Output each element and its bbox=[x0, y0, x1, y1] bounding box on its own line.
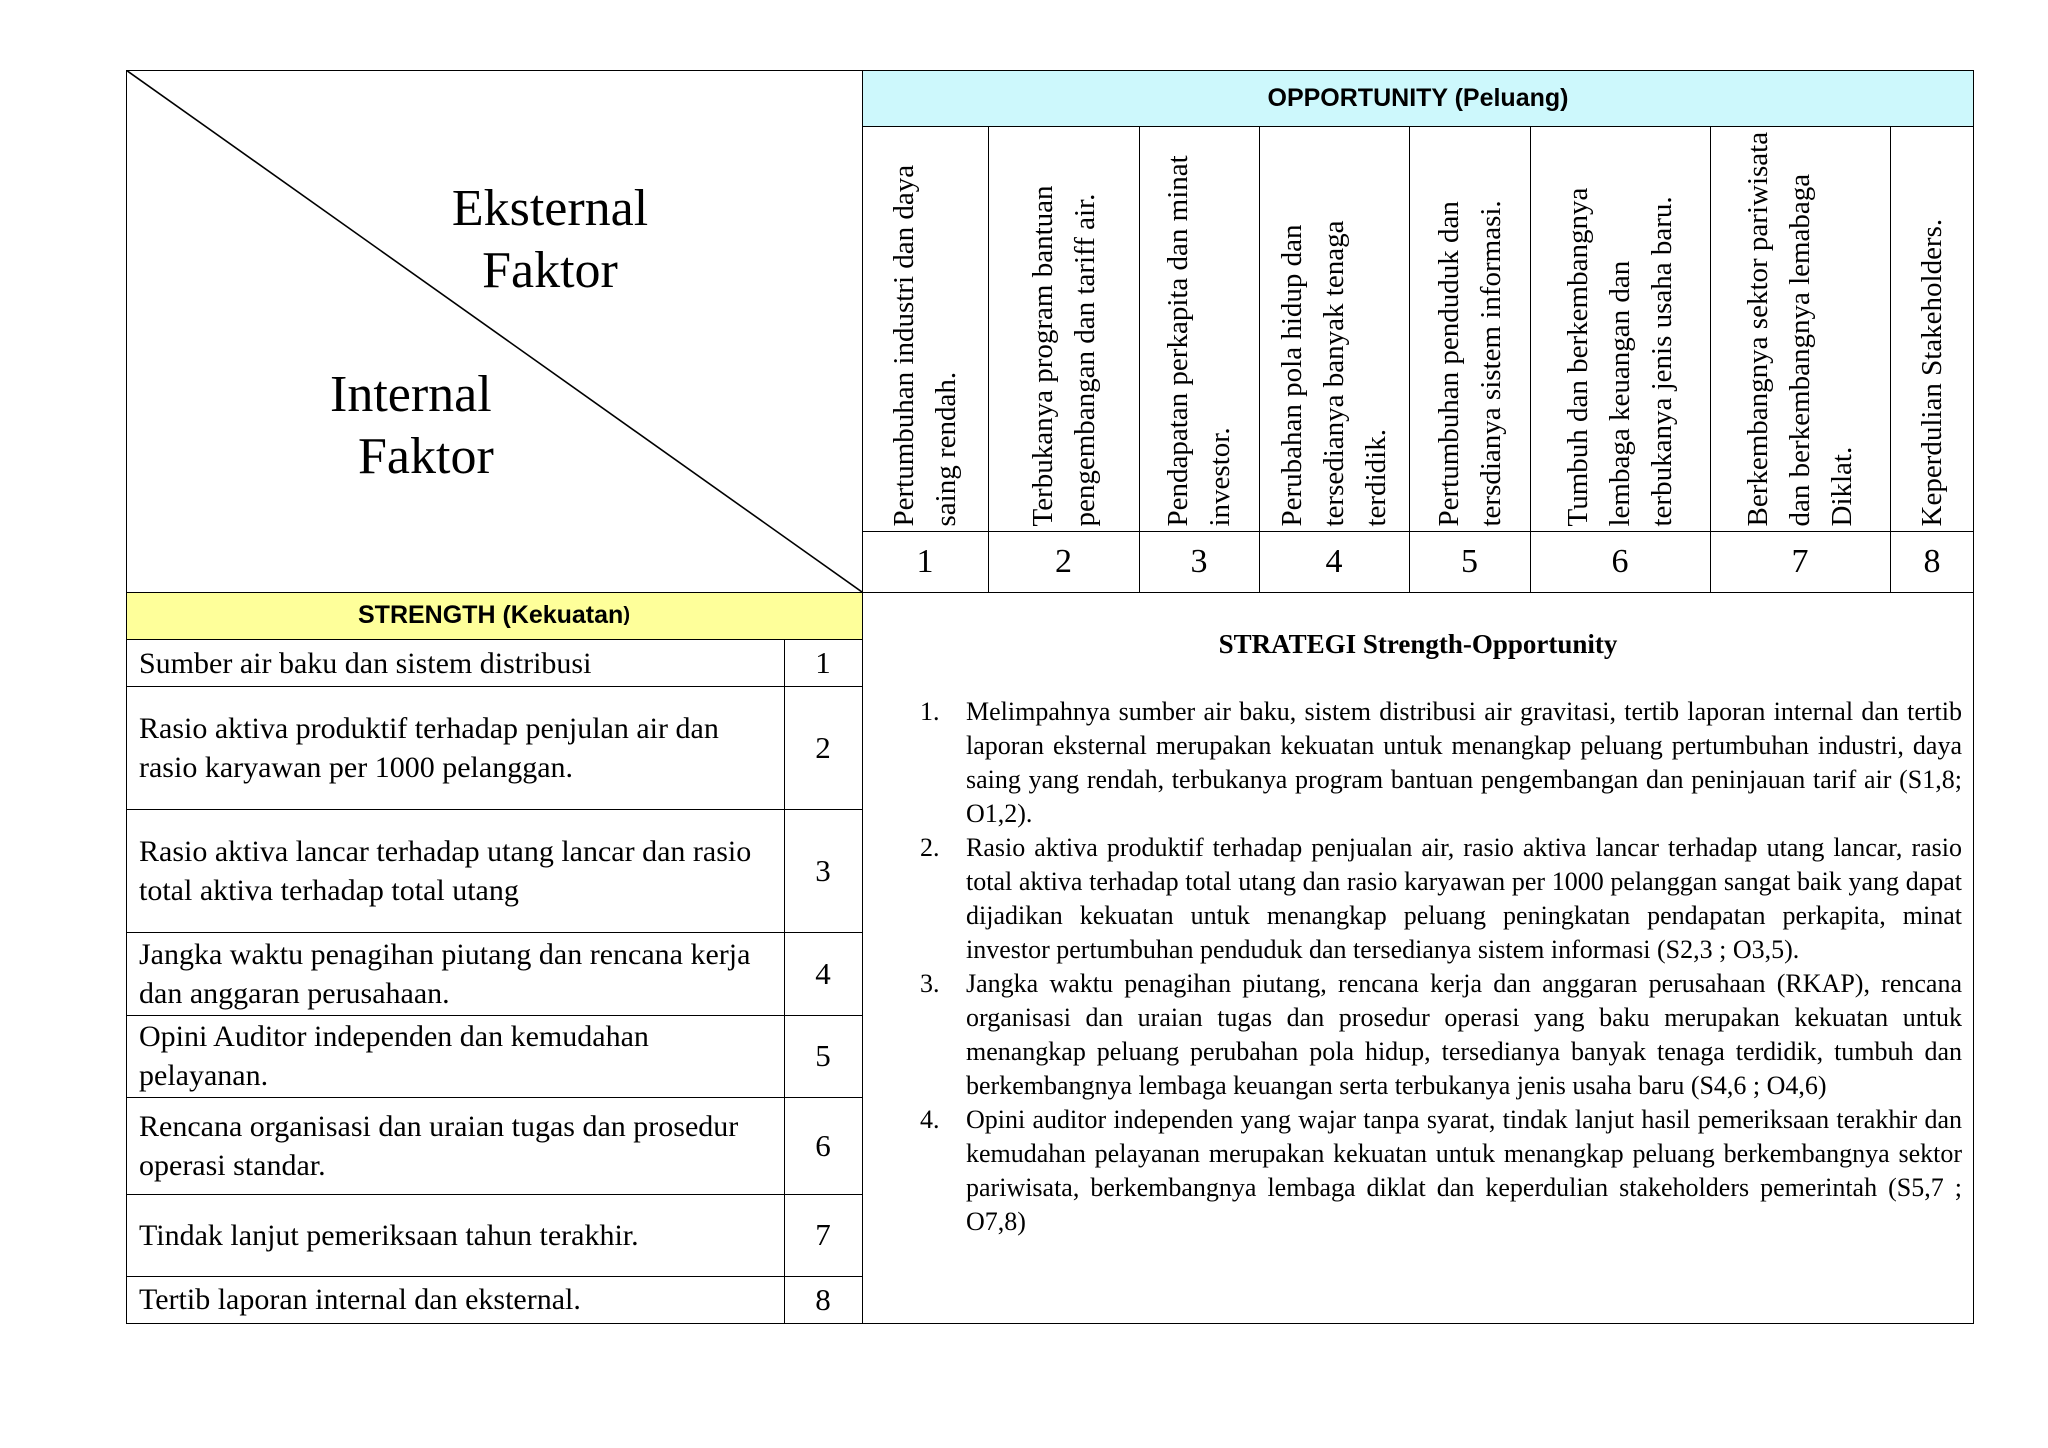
strength-item-text: Tertib laporan internal dan eksternal. bbox=[139, 1283, 581, 1316]
strength-item-text: Tindak lanjut pemeriksaan tahun terakhir. bbox=[139, 1219, 639, 1252]
strength-item-number: 6 bbox=[815, 1127, 831, 1163]
strategy-item-number: 4. bbox=[920, 1105, 940, 1134]
strength-row-line bbox=[126, 1276, 862, 1277]
strength-row-line bbox=[126, 809, 862, 810]
opportunity-item-text: Terbukanya program bantuan pengembangan dan tariff air. bbox=[1026, 185, 1101, 527]
strength-row-line bbox=[126, 1097, 862, 1098]
opportunity-number: 2 bbox=[1055, 542, 1072, 580]
strength-item-text: Rasio aktiva lancar terhadap utang lancar dan rasio total aktiva terhadap total utang bbox=[139, 835, 752, 907]
strength-row-line bbox=[126, 1194, 862, 1195]
strength-item-number: 1 bbox=[815, 644, 831, 680]
opportunity-item bbox=[1259, 127, 1409, 531]
internal-line1: Internal bbox=[330, 366, 492, 423]
opportunity-number: 6 bbox=[1611, 542, 1629, 580]
opportunity-item bbox=[862, 127, 988, 531]
strategy-title: STRATEGI Strength-Opportunity bbox=[1218, 629, 1618, 659]
opportunity-item bbox=[1710, 127, 1890, 531]
strategy-item-text: Rasio aktiva produktif terhadap penjualan air, rasio aktiva lancar terhadap utang lancar, rasio total aktiva terhadap total utang dan rasio karyawan per 1000 pelanggan sangat baik yang dapat dijadikan kekuatan untuk menangkap peluang peningkatan pendapatan perkapita, minat investor pertumbuhan penduduk dan tersedianya sistem informasi (S2,3 ; O3,5). bbox=[966, 833, 1962, 964]
strategy-item bbox=[912, 695, 1962, 831]
opportunity-number: 8 bbox=[1923, 542, 1941, 580]
eksternal-line1: Eksternal bbox=[451, 180, 649, 237]
divider-header-body bbox=[126, 592, 1974, 593]
opportunity-item-text: Pendapatan perkapita dan minat investor. bbox=[1162, 155, 1236, 527]
opportunity-number: 1 bbox=[916, 542, 934, 580]
internal-line2: Faktor bbox=[358, 428, 494, 485]
strength-item-text: Rasio aktiva produktif terhadap penjulan air dan rasio karyawan per 1000 pelanggan. bbox=[139, 712, 719, 784]
corner-diagonal bbox=[126, 70, 862, 592]
opportunity-item-text: Perubahan pola hidup dan tersedianya banyak tenaga terdidik. bbox=[1276, 220, 1392, 527]
strategy-list bbox=[912, 695, 1962, 1239]
strength-item-number: 7 bbox=[815, 1217, 831, 1252]
opportunity-number: 4 bbox=[1325, 542, 1343, 580]
strategy-item bbox=[912, 831, 1962, 967]
strength-item-number: 5 bbox=[815, 1038, 831, 1073]
opportunity-number: 3 bbox=[1190, 542, 1208, 580]
opportunity-title: OPPORTUNITY (Peluang) bbox=[1267, 84, 1569, 112]
opportunity-item-text: Tumbuh dan berkembangnya lembaga keuangan dan terbukanya jenis usaha baru. bbox=[1562, 187, 1678, 527]
strategy-item-text: Melimpahnya sumber air baku, sistem distribusi air gravitasi, tertib laporan internal dan tertib laporan eksternal merupakan kekuatan untuk menangkap peluang pertumbuhan industri, daya saing yang rendah, terbukanya program bantuan pengembangan dan peninjauan tarif air (S1,8; O1,2). bbox=[966, 697, 1962, 828]
internal-faktor-label bbox=[330, 364, 530, 488]
strength-item-number: 2 bbox=[815, 729, 831, 765]
strength-item-text: Jangka waktu penagihan piutang dan rencana kerja dan anggaran perusahaan. bbox=[139, 938, 751, 1010]
opportunity-item-text: Pertumbuhan industri dan daya saing rendah. bbox=[888, 164, 962, 527]
opportunity-item bbox=[1530, 127, 1710, 531]
strength-item-number: 4 bbox=[815, 955, 831, 991]
strength-item-number: 8 bbox=[815, 1282, 831, 1317]
opportunity-item-text: Berkembangnya sektor pariwisata dan berkembangnya lemabaga Diklat. bbox=[1742, 131, 1858, 527]
opportunity-item bbox=[1890, 127, 1974, 531]
opportunity-number: 7 bbox=[1791, 542, 1809, 580]
strategy-item-number: 1. bbox=[920, 697, 940, 726]
strategy-item bbox=[912, 1103, 1962, 1239]
strength-title: STRENGTH (Kekuatan bbox=[358, 601, 624, 629]
strength-row-line bbox=[126, 686, 862, 687]
strength-title-paren: ) bbox=[623, 604, 630, 626]
strength-row-line bbox=[126, 932, 862, 933]
strength-row-line bbox=[126, 1015, 862, 1016]
opportunity-item bbox=[1409, 127, 1530, 531]
eksternal-line2: Faktor bbox=[482, 242, 618, 299]
opportunity-number: 5 bbox=[1461, 542, 1478, 580]
opportunity-item-text: Pertumbuhan penduduk dan tersdianya sistem informasi. bbox=[1432, 200, 1507, 527]
strength-item-text: Sumber air baku dan sistem distribusi bbox=[139, 647, 592, 680]
strength-item-number: 3 bbox=[815, 852, 831, 888]
strength-item-text: Rencana organisasi dan uraian tugas dan prosedur operasi standar. bbox=[139, 1110, 739, 1182]
strength-item-text: Opini Auditor independen dan kemudahan pelayanan. bbox=[139, 1020, 649, 1092]
divider-strength-title bbox=[126, 639, 862, 640]
strategy-item-number: 3. bbox=[920, 969, 940, 998]
eksternal-faktor-label bbox=[420, 178, 680, 302]
strategy-item-number: 2. bbox=[920, 833, 940, 862]
opportunity-item bbox=[988, 127, 1139, 531]
opportunity-item bbox=[1139, 127, 1259, 531]
opportunity-item-text: Keperdulian Stakeholders. bbox=[1916, 218, 1948, 527]
strategy-item-text: Opini auditor independen yang wajar tanpa syarat, tindak lanjut hasil pemeriksaan terakhir dan kemudahan pelayanan merupakan kekuatan untuk menangkap peluang berkembangnya sektor pariwisata, berkembangnya lembaga diklat dan keperdulian stakeholders pemerintah (S5,7 ; O7,8) bbox=[966, 1105, 1962, 1236]
strategy-item bbox=[912, 967, 1962, 1103]
strategy-item-text: Jangka waktu penagihan piutang, rencana kerja dan anggaran perusahaan (RKAP), rencana organisasi dan uraian tugas dan prosedur operasi yang baku merupakan kekuatan untuk menangkap peluang perubahan pola hidup, tersedianya banyak tenaga terdidik, tumbuh dan berkembangnya lembaga keuangan serta terbukanya jenis usaha baru (S4,6 ; O4,6) bbox=[966, 969, 1962, 1100]
